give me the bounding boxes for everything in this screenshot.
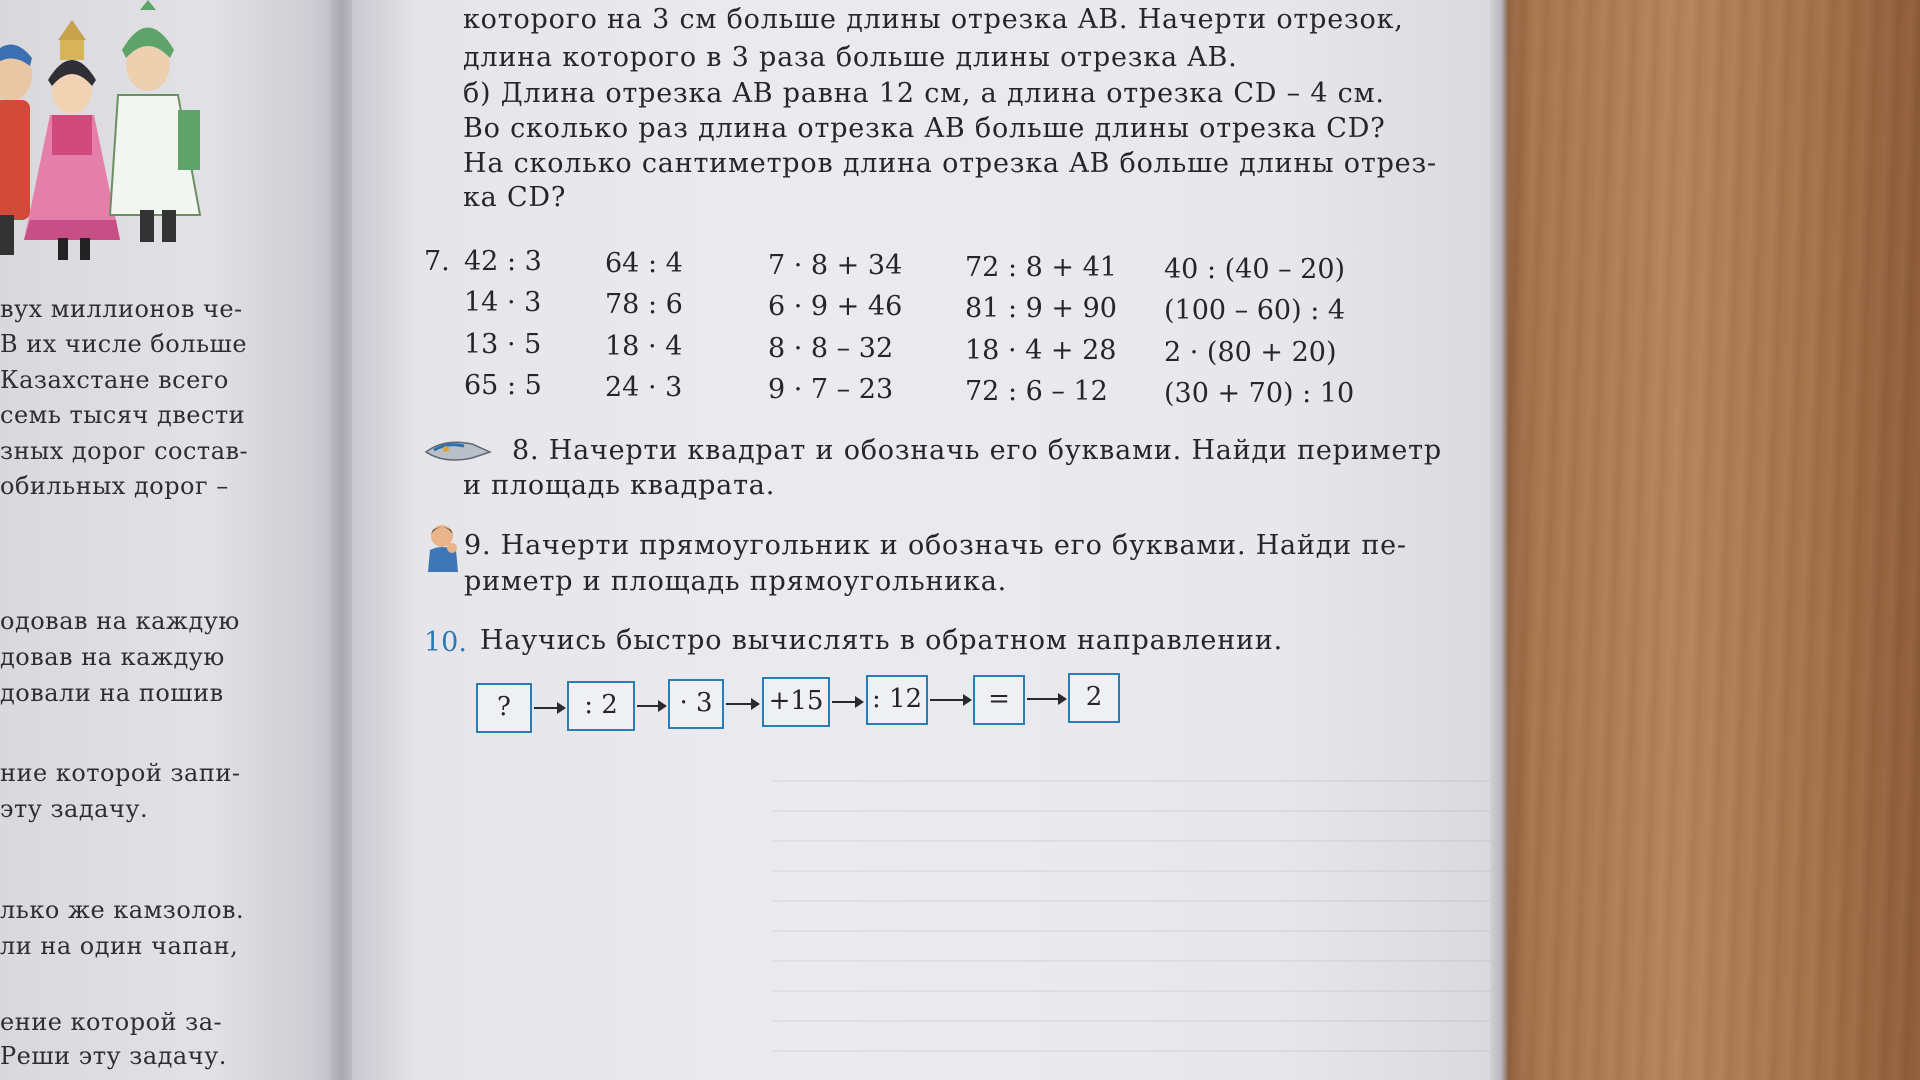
show-through-text: [772, 780, 1497, 1060]
chain-arrow-icon: [832, 701, 862, 703]
chain-box-divide2: : 2: [567, 681, 635, 731]
exercise7-cell: (30 + 70) : 10: [1164, 378, 1355, 409]
left-text-line: зных дорог состав-: [0, 437, 249, 465]
left-text-line: ние которой запи-: [0, 759, 241, 787]
left-text-line: семь тысяч двести: [0, 401, 246, 429]
exercise9-line: риметр и площадь прямоугольника.: [464, 566, 1008, 597]
exercise10-number: 10.: [424, 627, 467, 658]
exercise7-cell: 65 : 5: [464, 370, 542, 401]
chain-box-unknown: ?: [476, 683, 532, 733]
left-text-line: В их числе больше: [0, 330, 248, 358]
wooden-table: [1480, 0, 1920, 1080]
pencil-icon: [424, 436, 492, 466]
kazakh-children-illustration: [0, 0, 220, 270]
right-page: [352, 0, 1497, 1080]
left-text-line: эту задачу.: [0, 795, 149, 823]
exercise7-cell: 2 · (80 + 20): [1164, 337, 1337, 368]
exercise7-cell: (100 – 60) : 4: [1164, 295, 1346, 326]
left-text-line: Реши эту задачу.: [0, 1042, 227, 1070]
exercise7-cell: 18 · 4 + 28: [965, 335, 1117, 366]
left-text-line: одовав на каждую: [0, 607, 240, 635]
exercise7-cell: 14 · 3: [464, 287, 542, 318]
left-text-line: обильных дорог –: [0, 472, 229, 500]
chain-arrow-icon: [726, 703, 758, 705]
exercise7-cell: 72 : 6 – 12: [965, 376, 1108, 407]
exercise7-cell: 13 · 5: [464, 329, 542, 360]
exercise6-line: которого на 3 см больше длины отрезка AB. Начерти отрезок,: [463, 4, 1404, 35]
exercise7-cell: 7 · 8 + 34: [768, 250, 903, 281]
left-text-line: вух миллионов че-: [0, 295, 243, 323]
chain-box-times3: · 3: [668, 679, 724, 729]
left-text-line: довали на пошив: [0, 679, 224, 707]
chain-box-result: 2: [1068, 673, 1120, 723]
exercise6-line: На сколько сантиметров длина отрезка AB больше длины отрез-: [463, 148, 1437, 179]
left-text-line: довав на каждую: [0, 643, 225, 671]
left-text-line: ли на один чапан,: [0, 932, 239, 960]
exercise8-line: 8. Начерти квадрат и обозначь его буквами. Найди периметр: [512, 435, 1442, 466]
exercise6-line: б) Длина отрезка AB равна 12 см, а длина отрезка CD – 4 см.: [463, 78, 1385, 109]
exercise7-cell: 72 : 8 + 41: [965, 252, 1117, 283]
left-page: [0, 0, 345, 1080]
exercise7-cell: 78 : 6: [605, 289, 683, 320]
chain-arrow-icon: [1027, 698, 1065, 700]
exercise7-cell: 64 : 4: [605, 248, 683, 279]
chain-box-divide12: : 12: [866, 675, 928, 725]
exercise9-line: 9. Начерти прямоугольник и обозначь его буквами. Найди пе-: [464, 530, 1407, 561]
exercise7-cell: 24 · 3: [605, 372, 683, 403]
left-text-line: ение которой за-: [0, 1008, 223, 1036]
exercise8-line: и площадь квадрата.: [463, 470, 776, 501]
page-edge: [1490, 0, 1508, 1080]
chain-arrow-icon: [637, 705, 665, 707]
exercise7-cell: 81 : 9 + 90: [965, 293, 1117, 324]
exercise7-cell: 8 · 8 – 32: [768, 333, 894, 364]
chain-box-plus15: +15: [762, 677, 830, 727]
exercise7-cell: 6 · 9 + 46: [768, 291, 903, 322]
exercise7-cell: 9 · 7 – 23: [768, 374, 894, 405]
exercise7-cell: 42 : 3: [464, 246, 542, 277]
left-text-line: Казахстане всего: [0, 366, 229, 394]
exercise6-line: Во сколько раз длина отрезка AB больше длины отрезка CD?: [463, 113, 1386, 144]
chain-arrow-icon: [930, 699, 970, 701]
exercise10-text: Научись быстро вычислять в обратном направлении.: [480, 625, 1283, 656]
thinking-child-icon: [424, 522, 462, 572]
chain-arrow-icon: [534, 707, 564, 709]
exercise7-number: 7.: [424, 246, 450, 277]
left-text-line: лько же камзолов.: [0, 896, 245, 924]
chain-box-equals: =: [973, 675, 1025, 725]
exercise7-cell: 40 : (40 – 20): [1164, 254, 1346, 285]
exercise6-line: ка CD?: [463, 182, 567, 213]
exercise6-line: длина которого в 3 раза больше длины отрезка AB.: [463, 42, 1238, 73]
exercise7-cell: 18 · 4: [605, 331, 683, 362]
